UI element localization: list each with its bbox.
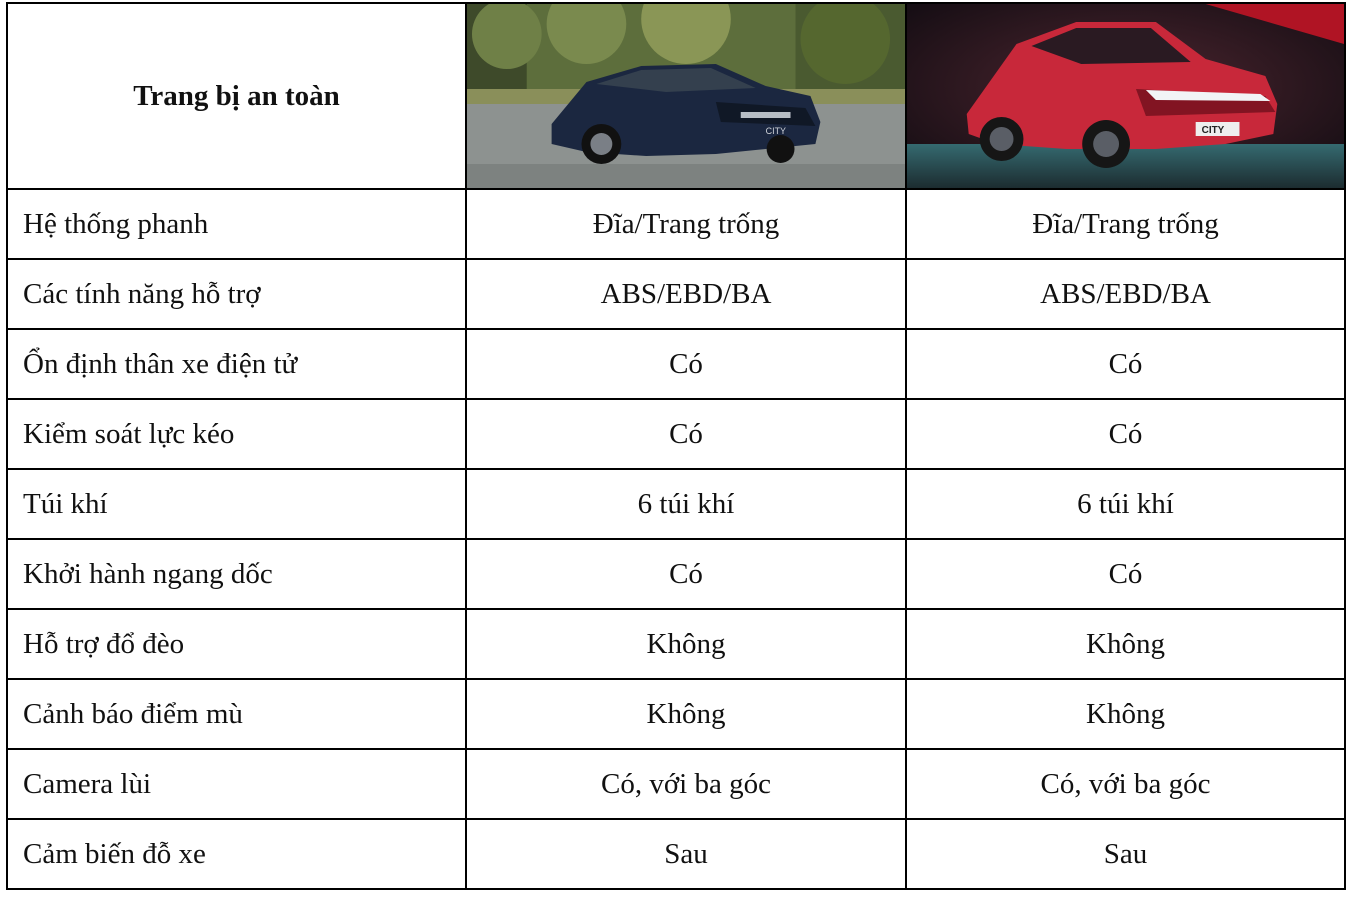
cell-value: Có, với ba góc — [466, 749, 906, 819]
cell-value: Có — [906, 329, 1345, 399]
row-label: Ổn định thân xe điện tử — [7, 329, 466, 399]
car-photo-red-sedan — [906, 3, 1345, 189]
car-photo-dark-blue-sedan — [466, 3, 906, 189]
table-row — [7, 539, 1345, 609]
table-row — [7, 259, 1345, 329]
row-label: Túi khí — [7, 469, 466, 539]
table-row — [7, 399, 1345, 469]
cell-value: 6 túi khí — [906, 469, 1345, 539]
cell-value: Không — [906, 679, 1345, 749]
cell-value: Không — [906, 609, 1345, 679]
cell-value: Đĩa/Trang trống — [906, 189, 1345, 259]
header-row — [7, 3, 1345, 189]
row-label: Khởi hành ngang dốc — [7, 539, 466, 609]
row-label: Kiểm soát lực kéo — [7, 399, 466, 469]
cell-value: Có — [906, 539, 1345, 609]
table-row — [7, 189, 1345, 259]
cell-value: Không — [466, 679, 906, 749]
cell-value: Có — [466, 329, 906, 399]
table-row — [7, 329, 1345, 399]
cell-value: Sau — [466, 819, 906, 889]
row-label: Các tính năng hỗ trợ — [7, 259, 466, 329]
car-badge-text: CITY — [765, 125, 787, 137]
row-label: Camera lùi — [7, 749, 466, 819]
table-row — [7, 469, 1345, 539]
cell-value: ABS/EBD/BA — [906, 259, 1345, 329]
cell-value: Có — [906, 399, 1345, 469]
row-label: Cảm biến đỗ xe — [7, 819, 466, 889]
safety-comparison-table — [6, 2, 1346, 890]
table-row — [7, 609, 1345, 679]
cell-value: Không — [466, 609, 906, 679]
cell-value: Đĩa/Trang trống — [466, 189, 906, 259]
car-badge-text: CITY — [1201, 124, 1225, 137]
cell-value: Có, với ba góc — [906, 749, 1345, 819]
table-row — [7, 749, 1345, 819]
table-row — [7, 679, 1345, 749]
table-title: Trang bị an toàn — [7, 3, 466, 189]
cell-value: Có — [466, 399, 906, 469]
row-label: Hệ thống phanh — [7, 189, 466, 259]
row-label: Hỗ trợ đổ đèo — [7, 609, 466, 679]
cell-value: ABS/EBD/BA — [466, 259, 906, 329]
cell-value: Sau — [906, 819, 1345, 889]
table-row — [7, 819, 1345, 889]
cell-value: Có — [466, 539, 906, 609]
cell-value: 6 túi khí — [466, 469, 906, 539]
row-label: Cảnh báo điểm mù — [7, 679, 466, 749]
